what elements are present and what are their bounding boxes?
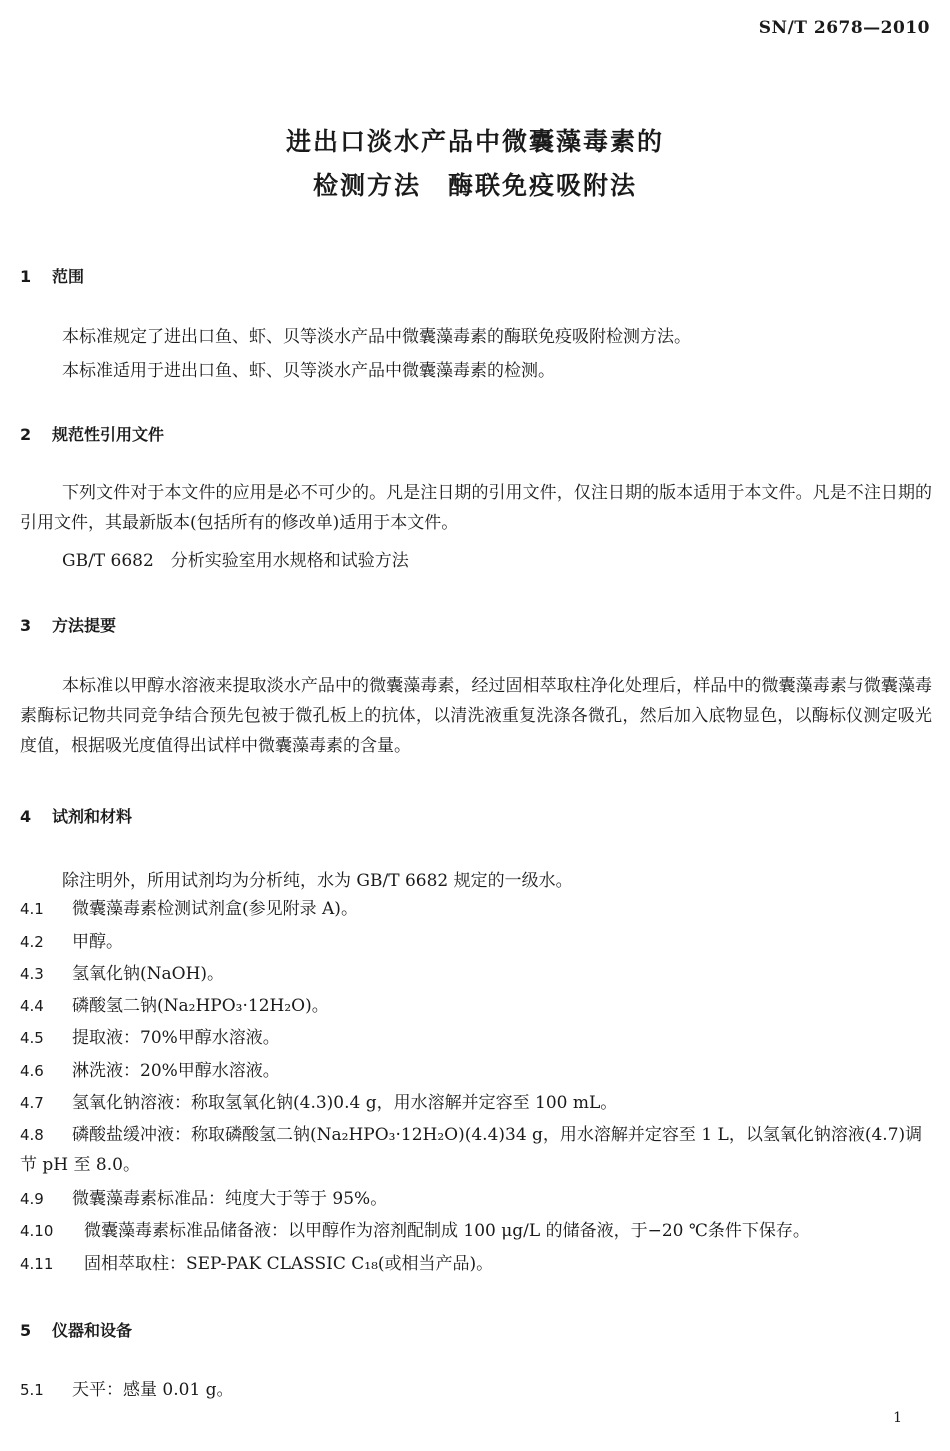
list-item [20, 894, 932, 924]
section-1-heading [20, 264, 84, 287]
section-number: 4 [20, 807, 32, 826]
item-number: 4.11 [20, 1255, 54, 1273]
section-number: 2 [20, 425, 32, 444]
item-number: 4.6 [20, 1062, 44, 1080]
page-number: 1 [893, 1410, 902, 1426]
item-number: 4.4 [20, 997, 44, 1015]
item-number: 4.5 [20, 1029, 44, 1047]
normative-reference: GB/T 6682 分析实验室用水规格和试验方法 [62, 551, 409, 571]
item-text: 微囊藻毒素标准品：纯度大于等于 95%。 [72, 1189, 388, 1209]
item-text: 磷酸盐缓冲液：称取磷酸氢二钠(Na₂HPO₃·12H₂O)(4.4)34 g，用水溶解并定容至 1 L，以氢氧化钠溶液(4.7)调节 pH 至 8.0。 [20, 1125, 923, 1175]
list-item [20, 1023, 932, 1053]
section-1-paragraph-1: 本标准规定了进出口鱼、虾、贝等淡水产品中微囊藻毒素的酶联免疫吸附检测方法。 [62, 327, 691, 347]
item-number: 4.10 [20, 1222, 54, 1240]
section-title: 试剂和材料 [52, 807, 133, 826]
section-title: 方法提要 [52, 616, 117, 635]
item-number: 4.1 [20, 900, 44, 918]
list-item [20, 927, 932, 957]
section-title: 仪器和设备 [52, 1321, 133, 1340]
section-4-heading [20, 804, 132, 827]
section-5-heading [20, 1318, 132, 1341]
list-item [20, 1375, 932, 1405]
section-2-heading [20, 422, 164, 445]
list-item [20, 1184, 932, 1214]
item-text: 固相萃取柱：SEP-PAK CLASSIC C₁₈(或相当产品)。 [84, 1254, 494, 1274]
standard-code: SN/T 2678—2010 [758, 18, 930, 38]
section-2-paragraph: 下列文件对于本文件的应用是必不可少的。凡是注日期的引用文件，仅注日期的版本适用于本文件。凡是不注日期的引用文件，其最新版本(包括所有的修改单)适用于本文件。 [20, 483, 932, 533]
item-text: 天平：感量 0.01 g。 [72, 1380, 234, 1400]
item-number: 4.3 [20, 965, 44, 983]
list-item [20, 1056, 932, 1086]
list-item [20, 1088, 932, 1118]
section-number: 5 [20, 1321, 32, 1340]
item-number: 4.2 [20, 933, 44, 951]
section-title: 规范性引用文件 [52, 425, 165, 444]
item-text: 微囊藻毒素标准品储备液：以甲醇作为溶剂配制成 100 μg/L 的储备液，于−20 ℃条件下保存。 [84, 1221, 810, 1241]
item-text: 甲醇。 [72, 932, 123, 952]
section-number: 1 [20, 267, 32, 286]
section-title: 范围 [52, 267, 85, 286]
section-3-paragraph: 本标准以甲醇水溶液来提取淡水产品中的微囊藻毒素，经过固相萃取柱净化处理后，样品中的微囊藻毒素与微囊藻毒素酶标记物共同竞争结合预先包被于微孔板上的抗体，以清洗液重复洗涤各微孔，然后加入底物显色，以酶标仪测定吸光度值，根据吸光度值得出试样中微囊藻毒素的含量。 [20, 676, 932, 756]
list-item [20, 1216, 932, 1246]
item-text: 淋洗液：20%甲醇水溶液。 [72, 1061, 280, 1081]
item-number: 4.8 [20, 1126, 44, 1144]
list-item [20, 959, 932, 989]
list-item [20, 1249, 932, 1279]
document-title-line2: 检测方法 酶联免疫吸附法 [312, 171, 637, 200]
section-1-paragraph-2: 本标准适用于进出口鱼、虾、贝等淡水产品中微囊藻毒素的检测。 [62, 361, 555, 381]
item-number: 4.9 [20, 1190, 44, 1208]
section-number: 3 [20, 616, 32, 635]
list-item [20, 991, 932, 1021]
section-4-intro: 除注明外，所用试剂均为分析纯，水为 GB/T 6682 规定的一级水。 [62, 871, 573, 891]
item-number: 5.1 [20, 1381, 44, 1399]
item-text: 氢氧化钠溶液：称取氢氧化钠(4.3)0.4 g，用水溶解并定容至 100 mL。 [72, 1093, 618, 1113]
item-number: 4.7 [20, 1094, 44, 1112]
item-text: 微囊藻毒素检测试剂盒(参见附录 A)。 [72, 899, 358, 919]
item-text: 磷酸氢二钠(Na₂HPO₃·12H₂O)。 [72, 996, 329, 1016]
section-3-heading [20, 613, 116, 636]
item-text: 提取液：70%甲醇水溶液。 [72, 1028, 280, 1048]
item-text: 氢氧化钠(NaOH)。 [72, 964, 225, 984]
list-item [20, 1120, 932, 1180]
document-title-line1: 进出口淡水产品中微囊藻毒素的 [285, 127, 664, 156]
